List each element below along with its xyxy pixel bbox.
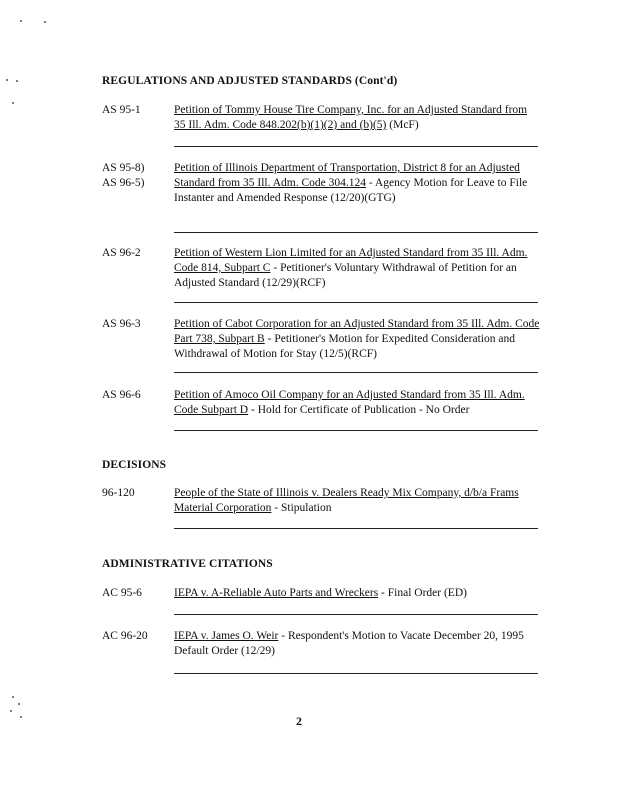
docket-numbers — [102, 486, 172, 501]
case-action: (McF) — [386, 119, 419, 131]
docket-number: AS 96-6 — [102, 389, 141, 401]
docket-numbers — [102, 246, 172, 261]
case-action: - Stipulation — [271, 502, 332, 514]
case-title: Petition of Cabot Corporation for an Adjusted Standard from 35 Ill. Adm. Code Part 738, Subpart B — [174, 318, 540, 345]
entry-divider — [174, 673, 538, 674]
docket-description — [174, 486, 540, 516]
section-heading-decisions: DECISIONS — [102, 459, 167, 471]
case-title: IEPA v. James O. Weir — [174, 630, 279, 642]
docket-description — [174, 629, 540, 659]
scan-speck — [20, 20, 22, 22]
section-heading-regulations: REGULATIONS AND ADJUSTED STANDARDS (Cont'd) — [102, 75, 398, 87]
docket-description — [174, 586, 540, 601]
case-action: - Petitioner's Voluntary Withdrawal of Petition for an Adjusted Standard (12/29)(RCF) — [174, 262, 517, 289]
scan-speck — [10, 710, 12, 712]
entry-divider — [174, 430, 538, 431]
case-title: People of the State of Illinois v. Dealers Ready Mix Company, d/b/a Frams Material Corporation — [174, 487, 519, 514]
scan-speck — [44, 21, 46, 23]
docket-description — [174, 161, 540, 206]
docket-number: 96-120 — [102, 487, 135, 499]
docket-numbers — [102, 629, 172, 644]
docket-number: AS 95-1 — [102, 104, 141, 116]
page-number: 2 — [296, 714, 302, 728]
case-action: - Petitioner's Motion for Expedited Consideration and Withdrawal of Motion for Stay (12/5)(RCF) — [174, 333, 515, 360]
docket-numbers — [102, 388, 172, 403]
docket-numbers — [102, 586, 172, 601]
docket-number: AS 96-3 — [102, 318, 141, 330]
docket-number: AS 95-8) — [102, 162, 145, 174]
entry-divider — [174, 146, 538, 147]
scan-speck — [12, 102, 14, 104]
docket-numbers — [102, 103, 172, 118]
scan-speck — [18, 703, 20, 705]
scan-speck — [16, 80, 18, 82]
docket-number: AS 96-2 — [102, 247, 141, 259]
scan-speck — [20, 716, 22, 718]
docket-description — [174, 388, 540, 418]
docket-description — [174, 246, 540, 291]
entry-divider — [174, 528, 538, 529]
entry-divider — [174, 372, 538, 373]
case-action: - Agency Motion for Leave to File Instanter and Amended Response (12/20)(GTG) — [174, 177, 528, 204]
case-title: Petition of Amoco Oil Company for an Adjusted Standard from 35 Ill. Adm. Code Subpart D — [174, 389, 525, 416]
case-title: Petition of Tommy House Tire Company, Inc. for an Adjusted Standard from 35 Ill. Adm. Code 848.202(b)(1)(2) and (b)(5) — [174, 104, 528, 131]
entry-divider — [174, 232, 538, 233]
scan-speck — [6, 79, 8, 81]
case-title: Petition of Western Lion Limited for an Adjusted Standard from 35 Ill. Adm. Code 814, Subpart C — [174, 247, 528, 274]
case-title: IEPA v. A-Reliable Auto Parts and Wreckers — [174, 587, 379, 599]
case-title: Petition of Illinois Department of Transportation, District 8 for an Adjusted Standard from 35 Ill. Adm. Code 304.124 — [174, 162, 520, 189]
case-action: - Final Order (ED) — [378, 587, 467, 599]
section-heading-citations: ADMINISTRATIVE CITATIONS — [102, 558, 273, 570]
case-action: - Hold for Certificate of Publication - No Order — [248, 404, 470, 416]
docket-number: AC 95-6 — [102, 587, 142, 599]
entry-divider — [174, 302, 538, 303]
docket-description — [174, 103, 540, 133]
docket-number: AC 96-20 — [102, 630, 148, 642]
scan-speck — [12, 696, 14, 698]
case-action: - Respondent's Motion to Vacate December 20, 1995 Default Order (12/29) — [174, 630, 524, 657]
docket-numbers — [102, 161, 172, 191]
docket-numbers — [102, 317, 172, 332]
docket-number: AS 96-5) — [102, 177, 145, 189]
docket-description — [174, 317, 540, 362]
entry-divider — [174, 614, 538, 615]
